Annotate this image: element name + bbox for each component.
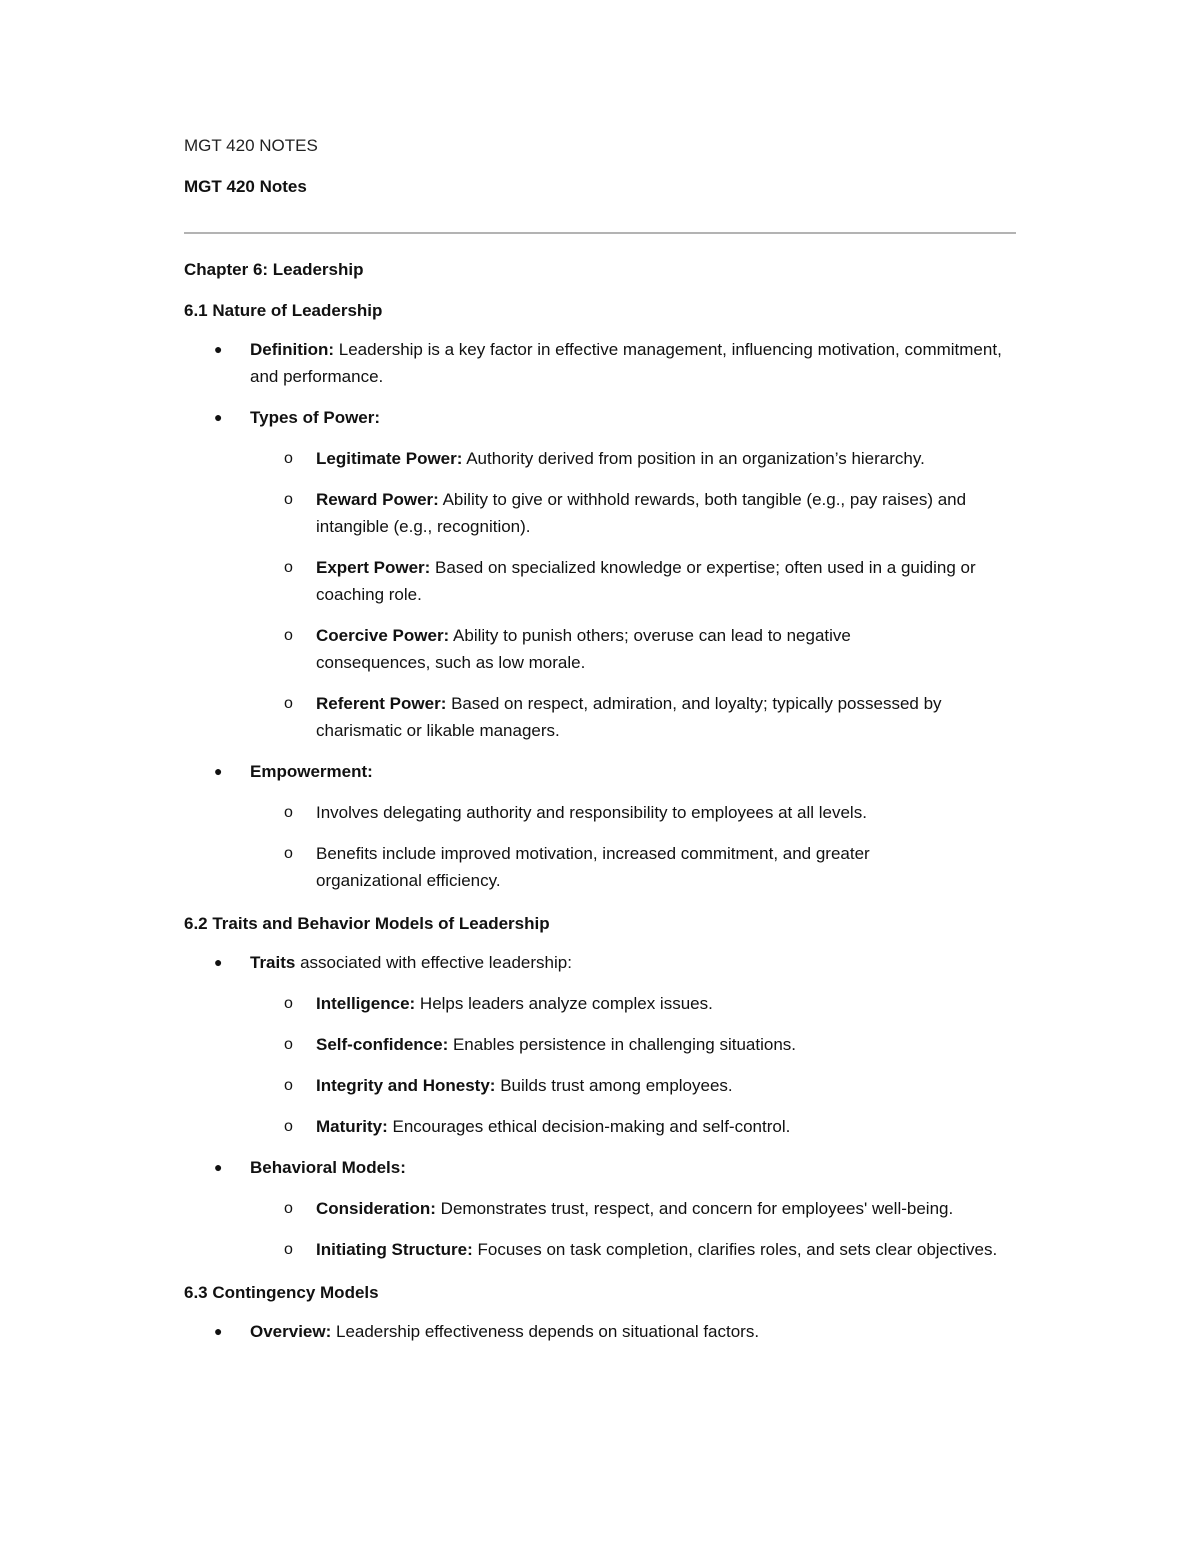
term-text: Builds trust among employees.	[495, 1076, 733, 1095]
term-label: Expert Power:	[316, 558, 431, 577]
bullet-marker: ●	[214, 1159, 223, 1175]
term-label: Traits	[250, 953, 296, 972]
term-text: Leadership effectiveness depends on situational factors.	[331, 1322, 760, 1341]
section-heading-6-2: 6.2 Traits and Behavior Models of Leadership	[184, 914, 550, 933]
term-label: Overview:	[250, 1322, 332, 1341]
chapter-heading: Chapter 6: Leadership	[184, 260, 364, 279]
sub-marker: o	[284, 559, 293, 576]
sub-marker: o	[284, 1241, 293, 1258]
term-text: Demonstrates trust, respect, and concern for employees' well-being.	[435, 1199, 954, 1218]
term-text: Focuses on task completion, clarifies roles, and sets clear objectives.	[472, 1240, 998, 1259]
sub-item-empowerment-1	[184, 799, 1016, 826]
sub-marker: o	[284, 695, 293, 712]
sub-item-integrity	[184, 1072, 1016, 1099]
term-label: Initiating Structure:	[316, 1240, 473, 1259]
sub-marker: o	[284, 1036, 293, 1053]
term-label: Referent Power:	[316, 694, 447, 713]
sub-item-legitimate-power	[184, 445, 1016, 472]
term-label: Maturity:	[316, 1117, 388, 1136]
sub-marker: o	[284, 450, 293, 467]
document-content	[184, 259, 1016, 1345]
term-text: Ability to punish others; overuse can lead to negative consequences, such as low morale.	[316, 626, 851, 672]
document-header: MGT 420 NOTES	[184, 136, 318, 155]
term-label: Legitimate Power:	[316, 449, 463, 468]
sub-marker: o	[284, 845, 293, 862]
term-label: Empowerment:	[250, 762, 373, 781]
sub-item-expert-power	[184, 554, 996, 608]
horizontal-rule	[184, 232, 1016, 234]
list-item-overview	[184, 1318, 1016, 1345]
term-text: associated with effective leadership:	[295, 953, 572, 972]
term-text: Ability to give or withhold rewards, both tangible (e.g., pay raises) and intangible (e.g., recognition).	[316, 490, 967, 536]
sub-item-self-confidence	[184, 1031, 1016, 1058]
sub-item-empowerment-2	[184, 840, 976, 894]
list-item-empowerment	[184, 758, 1016, 785]
bullet-marker: ●	[214, 763, 223, 779]
term-label: Behavioral Models:	[250, 1158, 406, 1177]
term-label: Reward Power:	[316, 490, 439, 509]
list-item-types-of-power	[184, 404, 1016, 431]
term-label: Types of Power:	[250, 408, 381, 427]
bullet-marker: ●	[214, 1323, 223, 1339]
term-text: Based on respect, admiration, and loyalty; typically possessed by charismatic or likable managers.	[316, 694, 942, 740]
bullet-marker: ●	[214, 409, 223, 425]
list-item-behavioral-models	[184, 1154, 1016, 1181]
item-text: Benefits include improved motivation, increased commitment, and greater organizational efficiency.	[316, 844, 870, 890]
term-text: Helps leaders analyze complex issues.	[415, 994, 713, 1013]
sub-marker: o	[284, 627, 293, 644]
term-text: Enables persistence in challenging situations.	[448, 1035, 797, 1054]
term-label: Intelligence:	[316, 994, 416, 1013]
term-text: Authority derived from position in an organization’s hierarchy.	[462, 449, 925, 468]
sub-item-maturity	[184, 1113, 1016, 1140]
sub-marker: o	[284, 491, 293, 508]
sub-item-initiating-structure	[184, 1236, 1016, 1263]
term-label: Coercive Power:	[316, 626, 450, 645]
bullet-marker: ●	[214, 341, 223, 357]
bullet-marker: ●	[214, 954, 223, 970]
list-item-traits	[184, 949, 1016, 976]
sub-marker: o	[284, 1077, 293, 1094]
document-title: MGT 420 Notes	[184, 177, 307, 196]
section-heading-6-3: 6.3 Contingency Models	[184, 1283, 379, 1302]
sub-item-referent-power	[184, 690, 1016, 744]
sub-marker: o	[284, 804, 293, 821]
term-label: Definition:	[250, 340, 335, 359]
sub-item-coercive-power	[184, 622, 956, 676]
item-text: Involves delegating authority and responsibility to employees at all levels.	[316, 803, 867, 822]
term-label: Integrity and Honesty:	[316, 1076, 496, 1095]
sub-marker: o	[284, 1200, 293, 1217]
term-text: Leadership is a key factor in effective management, influencing motivation, commitment, and performance.	[250, 340, 1002, 386]
term-label: Self-confidence:	[316, 1035, 449, 1054]
term-text: Encourages ethical decision-making and self-control.	[387, 1117, 791, 1136]
list-item-definition	[184, 336, 1020, 390]
term-label: Consideration:	[316, 1199, 436, 1218]
sub-marker: o	[284, 995, 293, 1012]
term-text: Based on specialized knowledge or expertise; often used in a guiding or coaching role.	[316, 558, 976, 604]
sub-item-reward-power	[184, 486, 976, 540]
section-heading-6-1: 6.1 Nature of Leadership	[184, 301, 383, 320]
sub-item-consideration	[184, 1195, 1006, 1222]
sub-marker: o	[284, 1118, 293, 1135]
sub-item-intelligence	[184, 990, 1016, 1017]
